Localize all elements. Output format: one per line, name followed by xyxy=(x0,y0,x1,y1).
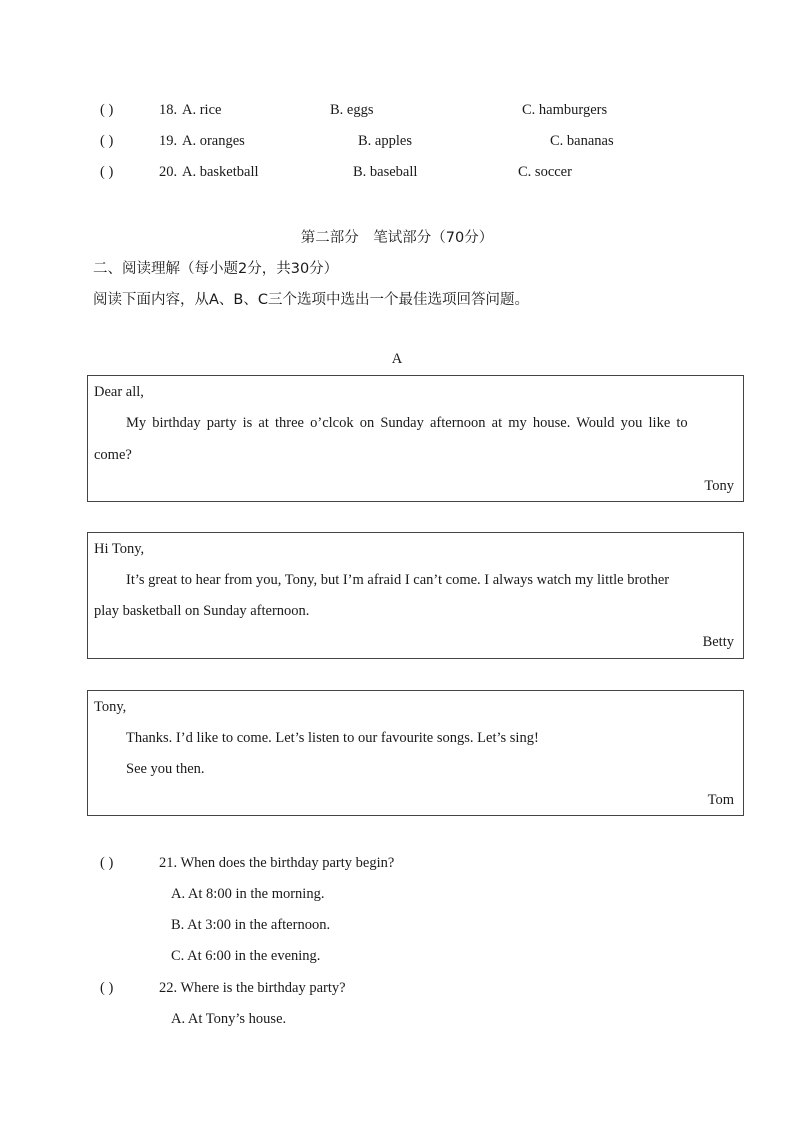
section-heading: 二、阅读理解（每小题2分，共30分） xyxy=(93,261,339,277)
option-b: B. eggs xyxy=(330,102,374,118)
question-option: A. At 8:00 in the morning. xyxy=(171,886,325,902)
option-a: A. rice xyxy=(182,102,222,118)
answer-paren: ( ) xyxy=(100,133,114,149)
question-stem: 22. Where is the birthday party? xyxy=(159,980,346,996)
option-b: B. baseball xyxy=(353,164,418,180)
letter-signature: Betty xyxy=(702,634,734,650)
question-option: C. At 6:00 in the evening. xyxy=(171,948,321,964)
item-number: 19. xyxy=(159,133,178,149)
letter-signature: Tony xyxy=(704,478,734,494)
answer-paren: ( ) xyxy=(100,980,114,996)
letter-greeting: Dear all, xyxy=(94,384,144,400)
letter-body-line: come? xyxy=(94,447,132,463)
question-stem: 21. When does the birthday party begin? xyxy=(159,855,395,871)
item-number: 18. xyxy=(159,102,178,118)
option-c: C. soccer xyxy=(518,164,572,180)
section-instruction: 阅读下面内容，从A、B、C三个选项中选出一个最佳选项回答问题。 xyxy=(93,292,529,308)
passage-label: A xyxy=(391,351,403,367)
question-option: B. At 3:00 in the afternoon. xyxy=(171,917,331,933)
option-c: C. bananas xyxy=(550,133,614,149)
letter-body-line: Thanks. I’d like to come. Let’s listen to our favourite songs. Let’s sing! xyxy=(126,730,539,746)
item-number: 20. xyxy=(159,164,178,180)
part-title: 第二部分 笔试部分（70分） xyxy=(300,230,494,246)
letter-body-line: It’s great to hear from you, Tony, but I’m afraid I can’t come. I always watch my little brother xyxy=(126,572,670,588)
letter-body-line: play basketball on Sunday afternoon. xyxy=(94,603,310,619)
letter-body-line: My birthday party is at three o’clcok on Sunday afternoon at my house. Would you like to xyxy=(126,415,688,431)
letter-greeting: Hi Tony, xyxy=(94,541,145,557)
letter-card xyxy=(87,532,744,659)
letter-greeting: Tony, xyxy=(94,699,127,715)
option-a: A. oranges xyxy=(182,133,245,149)
letter-card xyxy=(87,375,744,502)
answer-paren: ( ) xyxy=(100,102,114,118)
option-a: A. basketball xyxy=(182,164,259,180)
question-option: A. At Tony’s house. xyxy=(171,1011,287,1027)
option-b: B. apples xyxy=(358,133,412,149)
option-c: C. hamburgers xyxy=(522,102,608,118)
answer-paren: ( ) xyxy=(100,164,114,180)
letter-body-line: See you then. xyxy=(126,761,205,777)
letter-signature: Tom xyxy=(707,792,734,808)
letter-card xyxy=(87,690,744,816)
answer-paren: ( ) xyxy=(100,855,114,871)
